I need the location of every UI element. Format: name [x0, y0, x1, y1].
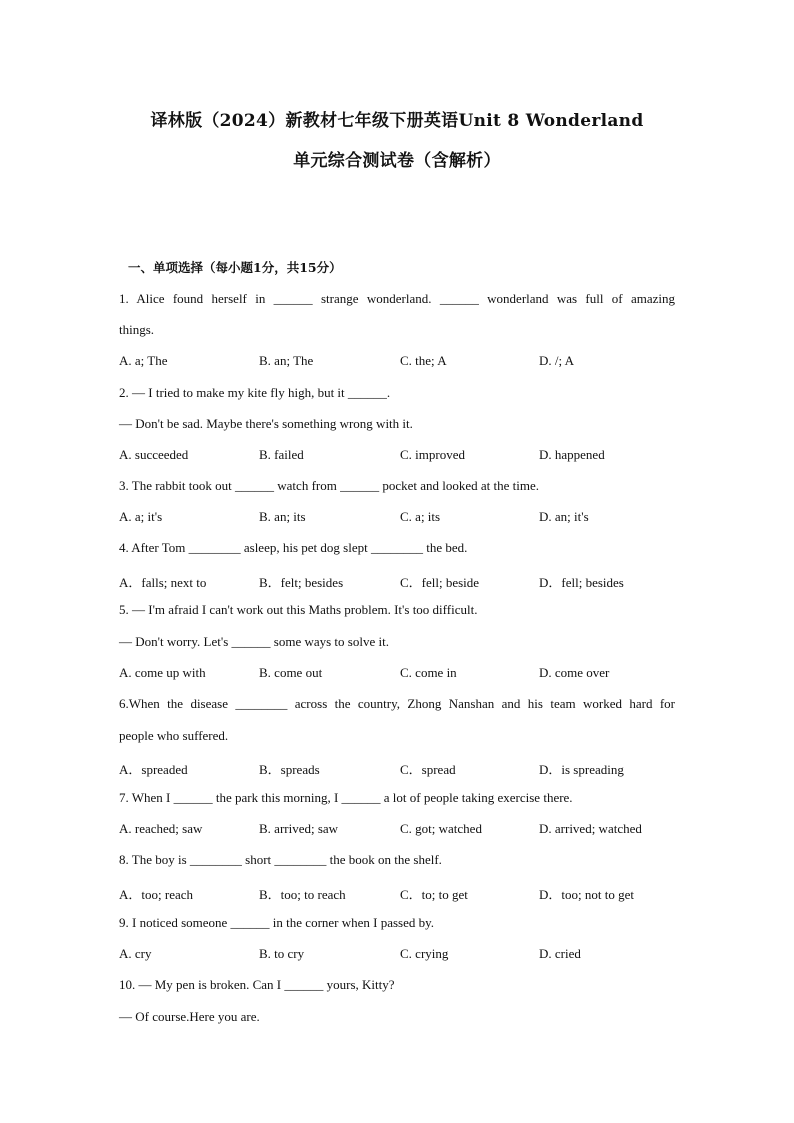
- option-b: B. to cry: [259, 946, 305, 961]
- option-b: B. an; The: [259, 353, 314, 368]
- question-3-options: [119, 509, 679, 527]
- option-c: C．spread: [400, 762, 456, 777]
- option-c: C. got; watched: [400, 821, 482, 836]
- option-d: D. cried: [539, 946, 581, 961]
- option-a: A. cry: [119, 946, 152, 961]
- option-b: B．spreads: [259, 762, 320, 777]
- option-a: A．too; reach: [119, 887, 194, 902]
- option-b: B. come out: [259, 665, 323, 680]
- option-d: D．is spreading: [539, 762, 624, 777]
- option-a: A. a; it's: [119, 509, 163, 524]
- option-a: A. come up with: [119, 665, 206, 680]
- question-2-line-2: — Don't be sad. Maybe there's something wrong with it.: [119, 416, 413, 431]
- question-1-options: [119, 353, 679, 371]
- document-title-line1: 译林版（2024）新教材七年级下册英语Unit 8 Wonderland: [150, 111, 644, 131]
- option-c: C．to; to get: [400, 887, 468, 902]
- option-d: D. arrived; watched: [539, 821, 642, 836]
- option-c: C. improved: [400, 447, 465, 462]
- option-c: C. come in: [400, 665, 457, 680]
- question-6-options: [119, 759, 679, 777]
- question-9-line-1: 9. I noticed someone ______ in the corner when I passed by.: [119, 915, 435, 930]
- question-1-line-2: things.: [119, 322, 155, 337]
- option-c: C. crying: [400, 946, 449, 961]
- option-d: D．too; not to get: [539, 887, 634, 902]
- section-heading: 一、单项选择（每小题1分，共15分）: [128, 260, 342, 275]
- option-d: D. /; A: [539, 353, 575, 368]
- question-10-line-2: — Of course.Here you are.: [119, 1009, 260, 1024]
- option-a: A. reached; saw: [119, 821, 203, 836]
- option-a: A. a; The: [119, 353, 168, 368]
- question-9-options: [119, 946, 679, 964]
- option-a: A．spreaded: [119, 762, 188, 777]
- question-8-options: [119, 884, 679, 902]
- question-4-options: [119, 572, 679, 590]
- question-10-line-1: 10. — My pen is broken. Can I ______ yours, Kitty?: [119, 977, 395, 992]
- question-2-line-1: 2. — I tried to make my kite fly high, but it ______.: [119, 385, 391, 400]
- option-d: D．fell; besides: [539, 575, 624, 590]
- question-7-options: [119, 821, 679, 839]
- question-7-line-1: 7. When I ______ the park this morning, I ______ a lot of people taking exercise there.: [119, 790, 573, 805]
- question-5-line-1: 5. — I'm afraid I can't work out this Maths problem. It's too difficult.: [119, 602, 478, 617]
- question-6-line-2: people who suffered.: [119, 728, 229, 743]
- option-d: D. happened: [539, 447, 605, 462]
- question-4-line-1: 4. After Tom ________ asleep, his pet dog slept ________ the bed.: [119, 540, 468, 555]
- option-a: A. succeeded: [119, 447, 189, 462]
- question-2-options: [119, 447, 679, 465]
- option-c: C．fell; beside: [400, 575, 480, 590]
- question-1-line-1: 1. Alice found herself in ______ strange wonderland. ______ wonderland was full of amazing: [119, 291, 675, 306]
- option-c: C. the; A: [400, 353, 447, 368]
- question-8-line-1: 8. The boy is ________ short ________ the book on the shelf.: [119, 852, 442, 867]
- option-c: C. a; its: [400, 509, 441, 524]
- question-3-line-1: 3. The rabbit took out ______ watch from ______ pocket and looked at the time.: [119, 478, 540, 493]
- document-title-line2: 单元综合测试卷（含解析）: [293, 151, 501, 171]
- option-b: B. an; its: [259, 509, 306, 524]
- option-d: D. come over: [539, 665, 610, 680]
- question-6-line-1: 6.When the disease ________ across the country, Zhong Nanshan and his team worked hard for: [119, 696, 675, 711]
- option-d: D. an; it's: [539, 509, 589, 524]
- question-5-line-2: — Don't worry. Let's ______ some ways to solve it.: [119, 634, 389, 649]
- option-b: B．too; to reach: [259, 887, 346, 902]
- option-b: B. failed: [259, 447, 304, 462]
- option-b: B．felt; besides: [259, 575, 344, 590]
- option-a: A．falls; next to: [119, 575, 207, 590]
- option-b: B. arrived; saw: [259, 821, 339, 836]
- question-5-options: [119, 665, 679, 683]
